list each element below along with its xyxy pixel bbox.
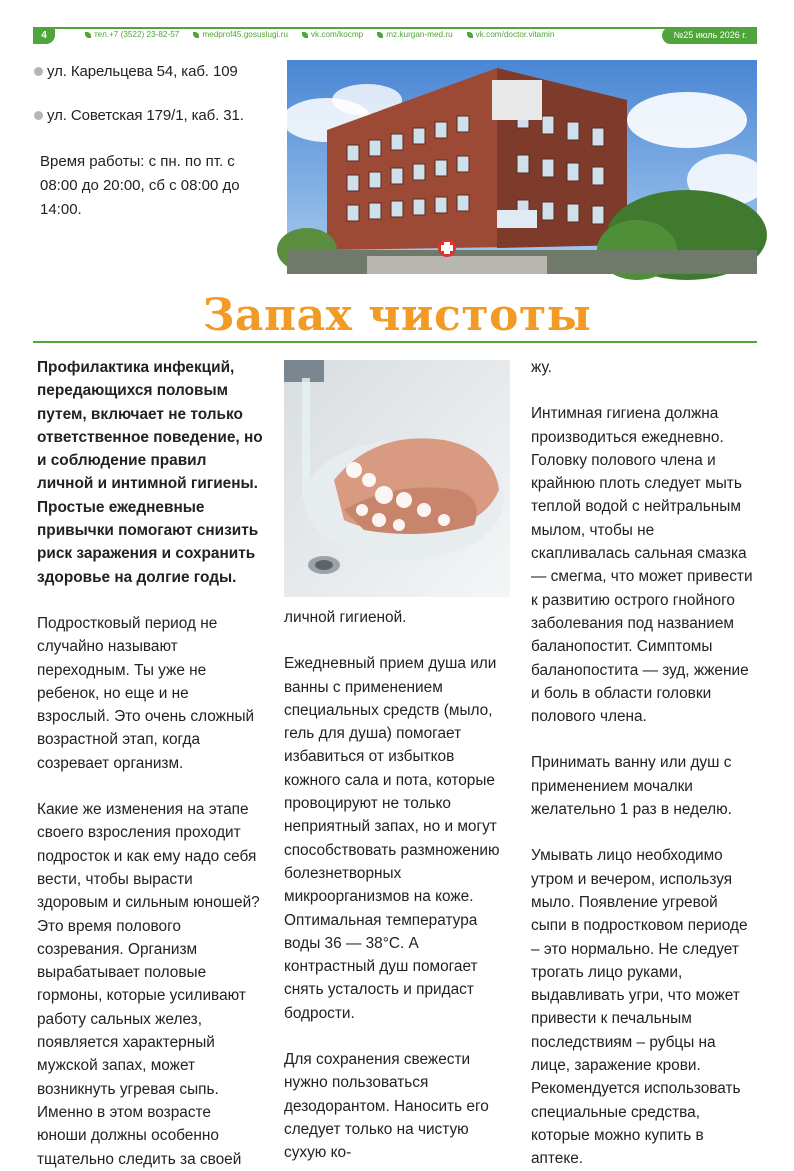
- paragraph: личной гигиеной.: [284, 609, 407, 626]
- issue-badge: №25 июль 2026 г.: [662, 27, 757, 44]
- bullet-icon: [34, 67, 43, 76]
- paragraph: Интимная гигиена должна производиться ежедневно. Головку полового члена и крайнюю плоть следует мыть теплой водой с нейтральным мылом, чтобы не скапливалась сальная смазка — смегма, что может привести к развитию острого гнойного заболевания под названием баланопостит. Симптомы баланопостита — зуд, жжение и боль в области головки полового члена.: [531, 405, 753, 726]
- contact-phone: тел.+7 (3522) 23-82-57: [85, 30, 179, 39]
- paragraph: Принимать ванну или душ с применением мочалки желательно 1 раз в неделю.: [531, 754, 732, 819]
- contact-list: [85, 30, 554, 39]
- paragraph: Это время полового созревания. Организм вырабатывает половые гормоны, которые усиливают работу сальных желез, появляется характерный мужской запах, может возникнуть угревая сыпь. Именно в этом возрасте юноши должны особенно тщательно следить за своей: [37, 917, 246, 1168]
- paragraph: Подростковый период не случайно называют переходным. Ты уже не ребенок, но еще и не взрослый. Это очень сложный возрастной этап, когда созревает организм.: [37, 614, 255, 772]
- contact-vk-doctor[interactable]: vk.com/doctor.vitamin: [467, 30, 555, 39]
- paragraph: Для сохранения свежести нужно пользоваться дезодорантом. Наносить его следует только на чистую сухую ко-: [284, 1051, 489, 1162]
- page-number: 4: [33, 27, 55, 44]
- article-column-2: [284, 606, 510, 1165]
- paragraph: Ежедневный прием душа или ванны с применением специальных средств (мыло, гель для душа) помогает избавиться от избытков кожного сала и пота, которые провоцируют не только неприятный запах, но и могут способствовать размножению болезнетворных микроорганизмов на коже. Оптимальная температура воды 36 — 38°С. А контрастный душ помогает снять усталость и придаст бодрости.: [284, 655, 500, 1022]
- leaf-icon: [85, 32, 91, 38]
- title-divider: [33, 341, 757, 343]
- article-title: Запах чистоты: [202, 290, 592, 341]
- contact-site-medprof[interactable]: medprof45.gosuslugi.ru: [193, 30, 288, 39]
- leaf-icon: [467, 32, 473, 38]
- paragraph: жу.: [531, 359, 552, 376]
- bullet-icon: [34, 111, 43, 120]
- page-header: [33, 27, 757, 43]
- paragraph: Умывать лицо необходимо утром и вечером, используя мыло. Появление угревой сыпи в подростковом периоде – это нормально. Не следует трогать лицо руками, выдавливать угри, что может привести к печальным последствиям – рубцы на лице, заражение крови. Рекомендуется использовать специальные средства, которые можно купить в аптеке.: [531, 847, 748, 1168]
- handwashing-photo: [284, 360, 510, 597]
- leaf-icon: [193, 32, 199, 38]
- leaf-icon: [377, 32, 383, 38]
- contact-site-mz[interactable]: mz.kurgan-med.ru: [377, 30, 452, 39]
- address-line-1: ул. Карельцева 54, каб. 109: [34, 63, 238, 80]
- contact-vk-kocmp[interactable]: vk.com/kocmp: [302, 30, 363, 39]
- hospital-building-photo: [287, 60, 757, 274]
- article-column-1: [37, 356, 263, 1171]
- article-column-3: [531, 356, 757, 1171]
- address-line-2: ул. Советская 179/1, каб. 31.: [34, 107, 244, 124]
- working-hours: Время работы: с пн. по пт. с 08:00 до 20:00, сб с 08:00 до 14:00.: [40, 153, 240, 218]
- leaf-icon: [302, 32, 308, 38]
- article-lead: Профилактика инфекций, передающихся половым путем, включает не только ответственное поведение, но и соблюдение правил личной и интимной гигиены. Простые ежедневные привычки помогают снизить риск заражения и сохранить здоровье на долгие годы.: [37, 359, 263, 586]
- paragraph: Какие же изменения на этапе своего взросления проходит подросток и как ему надо себя вести, чтобы вырасти здоровым и сильным юношей?: [37, 801, 260, 912]
